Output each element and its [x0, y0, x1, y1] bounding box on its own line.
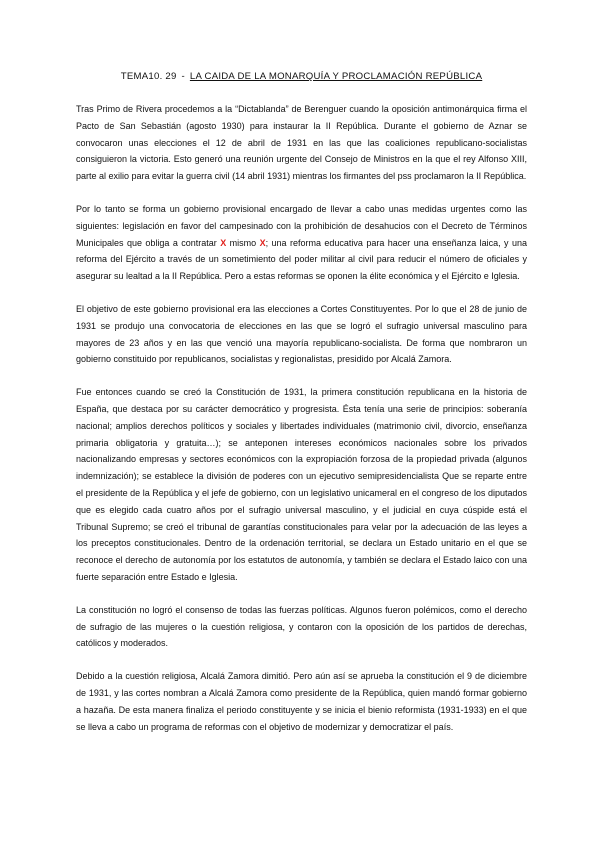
paragraph-2-text-b: mismo: [226, 237, 260, 248]
paragraph-2-text-c: ; una reforma educativa para hacer una enseñanza laica, y una reforma del Ejército a través de un sometimiento del poder militar al civil para reducir el número de oficiales y asegurar su lealtad a la II República. Pero a estas reformas se oponen la élite económica y el Ejército e Iglesia.: [76, 237, 527, 282]
paragraph-bienio-reformista: Debido a la cuestión religiosa, Alcalá Zamora dimitió. Pero aún así se aprueba la constitución el 9 de diciembre de 1931, y las cortes nombran a Alcalá Zamora como presidente de la República, quien mandó formar gobierno a hazaña. De esta manera finaliza el periodo constituyente y se inicia el bienio reformista (1931-1933) en el que se lleva a cabo un programa de reformas con el objetivo de modernizar y democratizar el país.: [76, 671, 527, 732]
title-main: LA CAIDA DE LA MONARQUÍA Y PROCLAMACIÓN REPÚBLICA: [189, 71, 483, 82]
red-x-mark-2: X: [259, 237, 266, 248]
paragraph-consenso: La constitución no logró el consenso de todas las fuerzas políticas. Algunos fueron polémicos, como el derecho de sufragio de las mujeres o la cuestión religiosa, y contaron con la oposición de los partidos de derechas, católicos y moderados.: [76, 604, 527, 649]
red-x-mark-1: X: [220, 237, 227, 248]
paragraph-gobierno-provisional: [76, 201, 527, 285]
paragraph-constitucion-1931: Fue entonces cuando se creó la Constitución de 1931, la primera constitución republicana en la historia de España, que destaca por su carácter democrático y progresista. Ésta tenía una serie de principios: soberanía nacional; amplios derechos políticos y sociales y libertades individuales (matrimonio civil, divorcio, enseñanza primaria obligatoria y gratuita…); se anteponen intereses económicos nacionales sobre los privados nacionalizando empresas y sectores económicos con la expropiación forzosa de la propiedad privada (algunos indemnización); se establece la división de poderes con un ejecutivo semipresidencialista Que se reparte entre el presidente de la República y el jefe de gobierno, con un legislativo unicameral en el congreso de los diputados que es elegido cada cuatro años por el sufragio universal masculino, y el judicial en cuya cúspide está el Tribunal Supremo; se creó el tribunal de garantías constitucionales para velar por la adecuación de las leyes a los preceptos constitucionales. Dentro de la ordenación territorial, se declara un Estado unitario en el que se reconoce el derecho de autonomía por los estatutos de autonomía, y también se declara el Estado laico con una fuerte separación entre Estado e Iglesia.: [76, 387, 527, 582]
paragraph-pacto-san-sebastian: Tras Primo de Rivera procedemos a la “Dictablanda” de Berenguer cuando la oposición antimonárquica firma el Pacto de San Sebastián (agosto 1930) para instaurar la II República. Durante el gobierno de Aznar se convocaron unas elecciones el 12 de abril de 1931 en las que las coaliciones republicano-socialistas consiguieron la victoria. Esto generó una reunión urgente del Consejo de Ministros en la que el rey Alfonso XIII, parte al exilio para evitar la guerra civil (14 abril 1931) mientras los firmantes del pss proclamaron la II República.: [76, 104, 527, 182]
paragraph-cortes-constituyentes: El objetivo de este gobierno provisional era las elecciones a Cortes Constituyentes. Por lo que el 28 de junio de 1931 se produjo una convocatoria de elecciones en las que se logró el sufragio universal masculino para mayores de 23 años y en las que venció una mayoría republicano-socialista. De forma que nombraron un gobierno constituido por republicanos, socialistas y regionalistas, presidido por Alcalá Zamora.: [76, 303, 527, 365]
title-prefix: TEMA10. 29: [120, 71, 177, 82]
title-separator: -: [181, 71, 185, 82]
paragraph-2-text-a: Por lo tanto se forma un gobierno provisional encargado de llevar a cabo unas medidas urgentes como las siguientes: legislación en favor del campesinado con la prohibición de desahucios con el Decreto de Términos Municipales que obliga a contratar: [76, 203, 527, 248]
document-title: [76, 71, 527, 82]
